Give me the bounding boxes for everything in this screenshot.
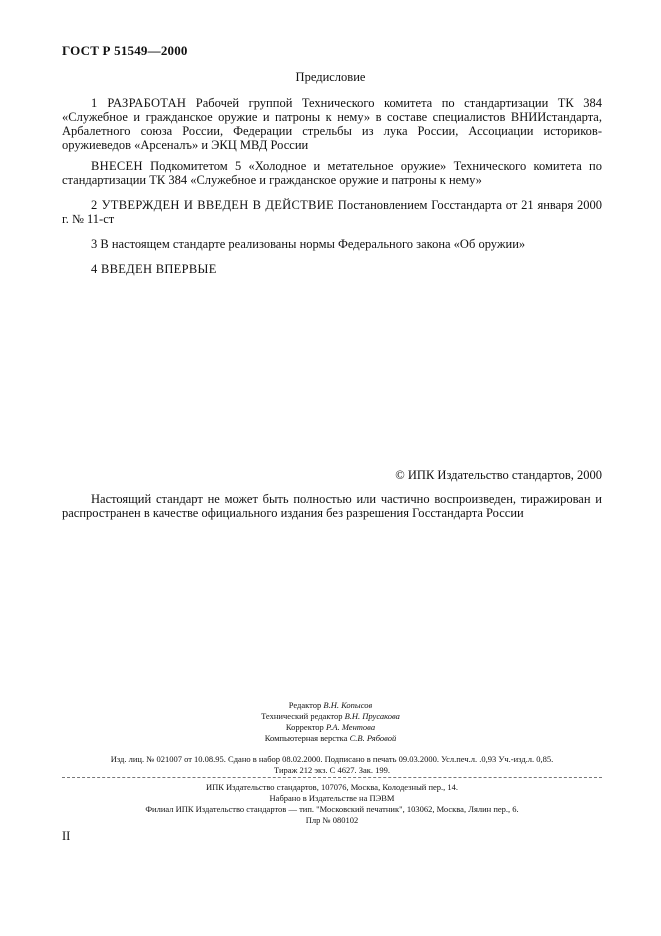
preface-item-3 bbox=[62, 237, 602, 251]
divider bbox=[62, 777, 602, 778]
publication-info bbox=[62, 754, 602, 776]
preface-item-introduced bbox=[62, 159, 602, 187]
item-label: ВНЕСЕН bbox=[91, 159, 143, 173]
page-number: II bbox=[62, 829, 71, 843]
preface-item-1 bbox=[62, 96, 602, 152]
credit-tech-editor: Технический редактор В.Н. Прусакова bbox=[261, 711, 400, 721]
preface-title: Предисловие bbox=[295, 70, 366, 84]
publication-line: Изд. лиц. № 021007 от 10.08.95. Сдано в набор 08.02.2000. Подписано в печать 09.03.2000. Усл.печ.л. .0,93 Уч.-изд.л. 0,85. bbox=[110, 754, 554, 764]
copyright: © ИПК Издательство стандартов, 2000 bbox=[395, 468, 602, 482]
printer-info bbox=[62, 782, 602, 826]
document-code: ГОСТ Р 51549—2000 bbox=[62, 43, 188, 58]
credits-block bbox=[0, 700, 661, 744]
item-text: Постановлением Госстандарта от 21 января 2000 г. № 11-ст bbox=[62, 198, 603, 226]
item-label: 1 РАЗРАБОТАН bbox=[91, 96, 187, 110]
credit-corrector: Корректор Р.А. Ментова bbox=[285, 722, 376, 732]
credit-layout: Компьютерная верстка С.В. Рябовой bbox=[264, 733, 397, 743]
item-label: 4 ВВЕДЕН ВПЕРВЫЕ bbox=[91, 262, 217, 276]
printer-line: Филиал ИПК Издательство стандартов — тип. "Московский печатник", 103062, Москва, Лялин пер., 6. bbox=[145, 804, 519, 814]
printer-line: ИПК Издательство стандартов, 107076, Москва, Колодезный пер., 14. bbox=[205, 782, 459, 792]
notice-text: Настоящий стандарт не может быть полностью или частично воспроизведен, тиражирован и распространен в качестве официального издания без разрешения Госстандарта России bbox=[62, 492, 602, 520]
credit-editor: Редактор В.Н. Копысов bbox=[288, 700, 373, 710]
preface-item-2 bbox=[62, 198, 602, 226]
reproduction-notice bbox=[62, 492, 602, 520]
item-text: Рабочей группой Технического комитета по стандартизации ТК 384 «Служебное и гражданское оружие и патроны к нему» в составе специалистов ВНИИстандарта, Арбалетного союза России, Федерации стрельбы из лука России, Ассоциации историков-оружиеведов «Арсеналъ» и ЭКЦ МВД России bbox=[62, 96, 603, 152]
item-label: 3 bbox=[91, 237, 98, 251]
item-text: Подкомитетом 5 «Холодное и метательное оружие» Технического комитета по стандартизации ТК 384 «Служебное и гражданское оружие и патроны к нему» bbox=[62, 159, 602, 187]
item-label: 2 УТВЕРЖДЕН И ВВЕДЕН В ДЕЙСТВИЕ bbox=[91, 198, 334, 212]
item-text: В настоящем стандарте реализованы нормы Федерального закона «Об оружии» bbox=[100, 237, 526, 251]
preface-item-4 bbox=[62, 262, 602, 276]
printer-line: Плр № 080102 bbox=[305, 815, 359, 825]
publication-line: Тираж 212 экз. С 4627. Зак. 199. bbox=[273, 765, 391, 775]
printer-line: Набрано в Издательстве на ПЭВМ bbox=[269, 793, 395, 803]
